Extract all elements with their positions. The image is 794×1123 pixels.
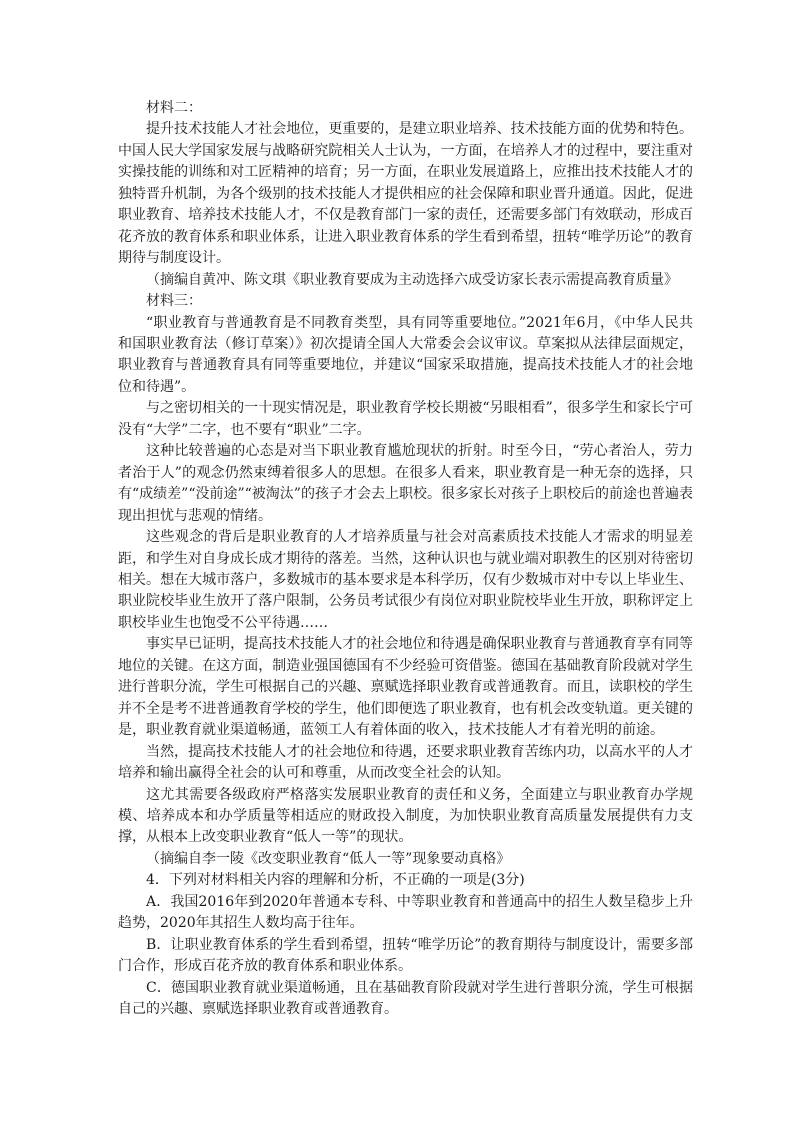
material-3-paragraph-1: “职业教育与普通教育是不同教育类型，具有同等重要地位。”2021年6月，《中华人民共和国职业教育法（修订草案）》初次提请全国人大常委会会议审议。草案拟从法律层面规定，职业教育与普通教育具有同等重要地位，并建议“国家采取措施，提高技术技能人才的社会地位和待遇”。 bbox=[118, 314, 693, 395]
material-2-heading: 材料二： bbox=[146, 100, 202, 116]
material-2-source: （摘编自黄冲、陈文琪《职业教育要成为主动选择六成受访家长表示需提高教育质量》 bbox=[146, 271, 678, 288]
material-3-paragraph-7: 这尤其需要各级政府严格落实发展职业教育的责任和义务，全面建立与职业教育办学规模、培养成本和办学质量等相适应的财政投入制度，为加快职业教育高质量发展提供有力支撑，从根本上改变职业教育“低人一等”的现状。 bbox=[118, 786, 693, 846]
material-3-paragraph-6: 当然，提高技术技能人才的社会地位和待遇，还要求职业教育苦练内功，以高水平的人才培养和输出赢得全社会的认可和尊重，从而改变全社会的认知。 bbox=[118, 743, 693, 782]
question-4-stem: 4．下列对材料相关内容的理解和分析，不正确的一项是(3分) bbox=[146, 872, 525, 889]
material-3-paragraph-4: 这些观念的背后是职业教育的人才培养质量与社会对高素质技术技能人才需求的明显差距，和学生对自身成长成才期待的落差。当然，这种认识也与就业端对职教生的区别对待密切相关。想在大城市落户，多数城市的基本要求是本科学历，仅有少数城市对中专以上毕业生、职业院校毕业生放开了落户限制，公务员考试很少有岗位对职业院校毕业生开放，职称评定上职校毕业生也饱受不公平待遇…… bbox=[118, 529, 693, 631]
document-body bbox=[118, 98, 693, 1020]
material-3-source: （摘编自李一陵《改变职业教育“低人一等”现象要动真格》 bbox=[146, 850, 511, 867]
material-3-heading: 材料三： bbox=[146, 293, 202, 310]
question-4-option-a: A．我国2016年到2020年普通本专科、中等职业教育和普通高中的招生人数呈稳步上升趋势，2020年其招生人数均高于往年。 bbox=[118, 893, 693, 932]
material-3-paragraph-2: 与之密切相关的一十现实情况是，职业教育学校长期被“另眼相看”，很多学生和家长宁可没有“大学”二字，也不要有“职业”二字。 bbox=[118, 400, 693, 438]
material-3-paragraph-5: 事实早已证明，提高技术技能人才的社会地位和待遇是确保职业教育与普通教育享有同等地位的关键。在这方面，制造业强国德国有不少经验可资借鉴。德国在基础教育阶段就对学生进行普职分流，学生可根据自己的兴趣、禀赋选择职业教育或普通教育。而且，读职校的学生并不全是考不进普通教育学校的学生，他们即便选了职业教育，也有机会改变轨道。更关键的是，职业教育就业渠道畅通，蓝领工人有着体面的收入，技术技能人才有着光明的前途。 bbox=[118, 636, 693, 739]
material-3-paragraph-3: 这种比较普遍的心态是对当下职业教育尴尬现状的折射。时至今日，“劳心者治人，劳力者治于人”的观念仍然束缚着很多人的思想。在很多人看来，职业教育是一种无奈的选择，只有“成绩差”“没前途”“被淘汰”的孩子才会去上职校。很多家长对孩子上职校后的前途也普遍表现出担忧与悲观的情绪。 bbox=[118, 443, 693, 524]
material-2-paragraph: 提升技术技能人才社会地位，更重要的，是建立职业培养、技术技能方面的优势和特色。中国人民大学国家发展与战略研究院相关人士认为，一方面，在培养人才的过程中，要注重对实操技能的训练和对工匠精神的培育；另一方面，在职业发展道路上，应推出技术技能人才的独特晋升机制，为各个级别的技术技能人才提供相应的社会保障和职业晋升通道。因此，促进职业教育、培养技术技能人才，不仅是教育部门一家的责任，还需要多部门有效联动，形成百花齐放的教育体系和职业体系，让进入职业教育体系的学生看到希望，扭转“唯学历论”的教育期待与制度设计。 bbox=[118, 121, 693, 267]
question-4-option-b: B．让职业教育体系的学生看到希望，扭转“唯学历论”的教育期待与制度设计，需要多部门合作，形成百花齐放的教育体系和职业体系。 bbox=[118, 936, 693, 975]
question-4-option-c: C．德国职业教育就业渠道畅通，且在基础教育阶段就对学生进行普职分流，学生可根据自己的兴趣、禀赋选择职业教育或普通教育。 bbox=[118, 979, 693, 1018]
